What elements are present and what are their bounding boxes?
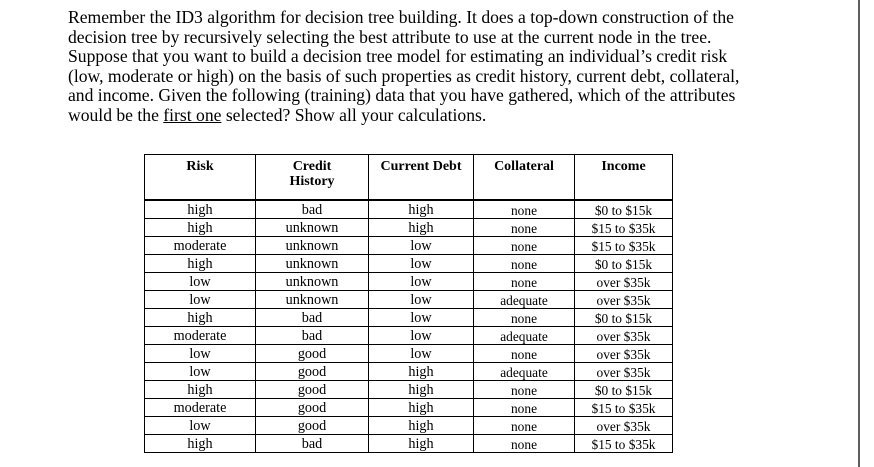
cell-credit-history: unknown — [256, 291, 369, 309]
cell-collateral: adequate — [474, 327, 575, 345]
cell-current-debt: low — [369, 309, 474, 327]
cell-risk: low — [145, 363, 256, 381]
cell-collateral: none — [474, 345, 575, 363]
cell-current-debt: low — [369, 273, 474, 291]
cell-risk: low — [145, 291, 256, 309]
table-row — [145, 273, 673, 291]
cell-credit-history: unknown — [256, 237, 369, 255]
cell-risk: moderate — [145, 399, 256, 417]
cell-risk: low — [145, 417, 256, 435]
question-text-part: selected? Show all your calculations. — [221, 104, 487, 125]
cell-income: $15 to $35k — [575, 435, 673, 453]
cell-risk: high — [145, 255, 256, 273]
cell-income: $0 to $15k — [575, 309, 673, 327]
cell-credit-history: bad — [256, 327, 369, 345]
table-row — [145, 417, 673, 435]
question-line: (low, moderate or high) on the basis of such properties as credit history, current debt, collateral, — [68, 65, 740, 86]
question-line: Remember the ID3 algorithm for decision tree building. It does a top-down construction of the — [68, 7, 734, 27]
cell-current-debt: low — [369, 237, 474, 255]
table-row — [145, 237, 673, 255]
cell-current-debt: high — [369, 399, 474, 417]
cell-credit-history: good — [256, 381, 369, 399]
header-income: Income — [575, 155, 673, 201]
cell-current-debt: low — [369, 345, 474, 363]
table-row — [145, 255, 673, 273]
question-line: and income. Given the following (training) data that you have gathered, which of the attributes — [68, 85, 736, 106]
question-line: Suppose that you want to build a decision tree model for estimating an individual’s credit risk — [68, 46, 728, 67]
cell-collateral: none — [474, 273, 575, 291]
cell-collateral: none — [474, 237, 575, 255]
cell-income: over $35k — [575, 291, 673, 309]
header-credit-history — [256, 155, 369, 201]
cell-current-debt: high — [369, 417, 474, 435]
cell-income: $15 to $35k — [575, 237, 673, 255]
header-risk: Risk — [145, 155, 256, 201]
cell-current-debt: high — [369, 381, 474, 399]
cell-collateral: none — [474, 219, 575, 237]
cell-income: $0 to $15k — [575, 200, 673, 219]
cell-collateral: none — [474, 309, 575, 327]
cell-current-debt: low — [369, 327, 474, 345]
cell-current-debt: low — [369, 255, 474, 273]
cell-collateral: none — [474, 255, 575, 273]
cell-credit-history: good — [256, 417, 369, 435]
cell-collateral: adequate — [474, 363, 575, 381]
cell-current-debt: high — [369, 219, 474, 237]
cell-income: over $35k — [575, 273, 673, 291]
question-last-line — [68, 106, 808, 126]
cell-current-debt: low — [369, 291, 474, 309]
table-row — [145, 363, 673, 381]
cell-risk: moderate — [145, 237, 256, 255]
cell-income: $15 to $35k — [575, 399, 673, 417]
cell-collateral: none — [474, 200, 575, 219]
table-row — [145, 219, 673, 237]
cell-collateral: none — [474, 435, 575, 453]
cell-current-debt: high — [369, 200, 474, 219]
cell-collateral: adequate — [474, 291, 575, 309]
table-row — [145, 291, 673, 309]
training-data-table — [144, 154, 673, 453]
table-header-row — [145, 155, 673, 201]
question-text-part: would be the — [68, 104, 164, 125]
header-credit-history-line: Credit — [292, 159, 332, 174]
table-row — [145, 399, 673, 417]
cell-credit-history: good — [256, 345, 369, 363]
cell-credit-history: bad — [256, 309, 369, 327]
cell-income: over $35k — [575, 363, 673, 381]
window-edge-divider — [858, 0, 860, 467]
table-row — [145, 345, 673, 363]
cell-income: over $35k — [575, 417, 673, 435]
cell-credit-history: unknown — [256, 273, 369, 291]
underlined-phrase: first one — [163, 104, 222, 125]
cell-current-debt: high — [369, 363, 474, 381]
cell-risk: moderate — [145, 327, 256, 345]
cell-current-debt: high — [369, 435, 474, 453]
header-current-debt: Current Debt — [369, 155, 474, 201]
cell-risk: low — [145, 345, 256, 363]
cell-credit-history: bad — [256, 435, 369, 453]
header-collateral: Collateral — [474, 155, 575, 201]
cell-credit-history: unknown — [256, 255, 369, 273]
cell-credit-history: good — [256, 363, 369, 381]
table-row — [145, 327, 673, 345]
cell-risk: high — [145, 219, 256, 237]
cell-risk: high — [145, 435, 256, 453]
table-row — [145, 381, 673, 399]
cell-collateral: none — [474, 399, 575, 417]
cell-collateral: none — [474, 381, 575, 399]
cell-credit-history: bad — [256, 200, 369, 219]
table-row — [145, 435, 673, 453]
cell-income: $15 to $35k — [575, 219, 673, 237]
cell-risk: high — [145, 200, 256, 219]
table-body — [145, 200, 673, 453]
cell-credit-history: good — [256, 399, 369, 417]
cell-income: over $35k — [575, 327, 673, 345]
cell-income: $0 to $15k — [575, 381, 673, 399]
cell-risk: high — [145, 309, 256, 327]
cell-collateral: none — [474, 417, 575, 435]
cell-risk: low — [145, 273, 256, 291]
cell-credit-history: unknown — [256, 219, 369, 237]
table-row — [145, 200, 673, 219]
cell-income: $0 to $15k — [575, 255, 673, 273]
cell-income: over $35k — [575, 345, 673, 363]
table-row — [145, 309, 673, 327]
question-text — [68, 8, 808, 126]
question-line: decision tree by recursively selecting the best attribute to use at the current node in the tree. — [68, 26, 712, 47]
cell-risk: high — [145, 381, 256, 399]
header-credit-history-line: History — [289, 174, 335, 189]
